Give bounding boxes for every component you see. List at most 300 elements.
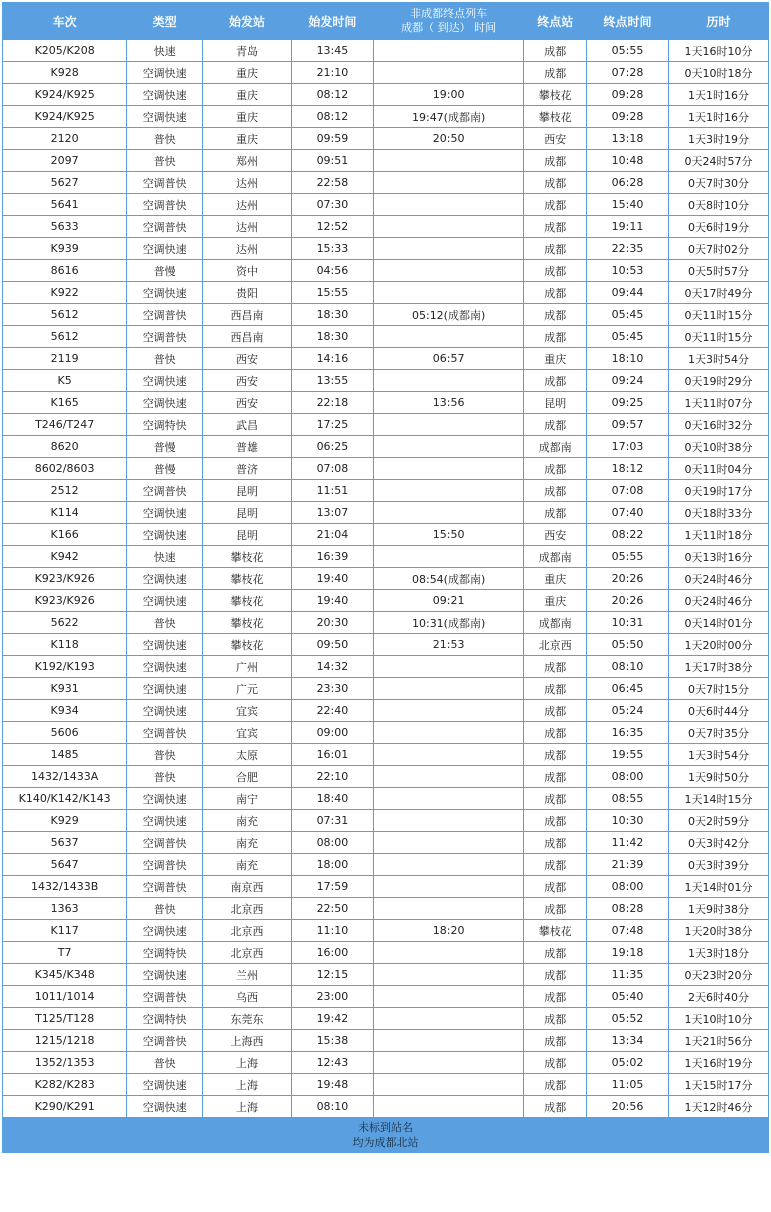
train-no-cell: 8616 [3,260,126,281]
origin-cell: 达州 [203,172,291,193]
table-row [3,414,768,435]
chengdu-arrival-cell [374,502,524,523]
duration-cell: 1天11时18分 [669,524,768,545]
duration-cell: 1天9时50分 [669,766,768,787]
chengdu-arrival-cell [374,678,524,699]
origin-cell: 上海 [203,1052,291,1073]
origin-cell: 西昌南 [203,304,291,325]
depart-time-cell: 15:55 [292,282,373,303]
chengdu-arrival-cell [374,1030,524,1051]
chengdu-arrival-cell [374,854,524,875]
type-cell: 空调快速 [127,84,202,105]
depart-time-cell: 08:12 [292,106,373,127]
arrive-time-cell: 19:11 [587,216,668,237]
arrive-time-cell: 18:12 [587,458,668,479]
type-cell: 空调快速 [127,920,202,941]
type-cell: 空调普快 [127,304,202,325]
duration-cell: 1天3时18分 [669,942,768,963]
arrive-time-cell: 09:24 [587,370,668,391]
arrive-time-cell: 13:34 [587,1030,668,1051]
origin-cell: 昆明 [203,524,291,545]
arrive-time-cell: 11:35 [587,964,668,985]
chengdu-arrival-cell [374,1074,524,1095]
arrive-time-cell: 09:25 [587,392,668,413]
duration-cell: 0天6时44分 [669,700,768,721]
arrive-time-cell: 09:44 [587,282,668,303]
type-cell: 快速 [127,546,202,567]
arrive-time-cell: 07:08 [587,480,668,501]
duration-cell: 0天3时42分 [669,832,768,853]
chengdu-arrival-cell [374,766,524,787]
terminal-cell: 成都 [524,414,586,435]
duration-cell: 1天21时56分 [669,1030,768,1051]
origin-cell: 重庆 [203,106,291,127]
table-row [3,238,768,259]
origin-cell: 广州 [203,656,291,677]
terminal-cell: 成都 [524,1096,586,1117]
type-cell: 空调快速 [127,700,202,721]
depart-time-cell: 13:45 [292,40,373,61]
chengdu-arrival-cell [374,40,524,61]
train-no-cell: 5641 [3,194,126,215]
table-row [3,62,768,83]
train-no-cell: 1432/1433B [3,876,126,897]
header-chengdu-arrival-line1: 非成都终点列车 [410,7,488,20]
chengdu-arrival-cell: 06:57 [374,348,524,369]
chengdu-arrival-cell [374,810,524,831]
table-row [3,128,768,149]
chengdu-arrival-cell: 05:12(成都南) [374,304,524,325]
depart-time-cell: 21:04 [292,524,373,545]
type-cell: 空调普快 [127,1030,202,1051]
arrive-time-cell: 18:10 [587,348,668,369]
origin-cell: 南宁 [203,788,291,809]
terminal-cell: 成都 [524,898,586,919]
depart-time-cell: 11:51 [292,480,373,501]
type-cell: 空调快速 [127,568,202,589]
arrive-time-cell: 05:45 [587,326,668,347]
table-body [3,40,768,1117]
origin-cell: 重庆 [203,84,291,105]
depart-time-cell: 20:30 [292,612,373,633]
type-cell: 空调普快 [127,832,202,853]
table-row [3,1008,768,1029]
depart-time-cell: 23:00 [292,986,373,1007]
train-no-cell: 8620 [3,436,126,457]
footer-note [3,1118,768,1152]
terminal-cell: 成都 [524,1052,586,1073]
depart-time-cell: 15:33 [292,238,373,259]
table-row [3,722,768,743]
type-cell: 空调快速 [127,788,202,809]
depart-time-cell: 17:25 [292,414,373,435]
arrive-time-cell: 07:48 [587,920,668,941]
depart-time-cell: 16:39 [292,546,373,567]
origin-cell: 攀枝花 [203,590,291,611]
duration-cell: 1天3时19分 [669,128,768,149]
chengdu-arrival-cell: 09:21 [374,590,524,611]
table-row [3,304,768,325]
arrive-time-cell: 05:45 [587,304,668,325]
origin-cell: 西安 [203,370,291,391]
table-row [3,1074,768,1095]
origin-cell: 南充 [203,854,291,875]
arrive-time-cell: 08:00 [587,766,668,787]
table-row [3,810,768,831]
table-row [3,194,768,215]
terminal-cell: 成都 [524,40,586,61]
origin-cell: 贵阳 [203,282,291,303]
table-row [3,678,768,699]
terminal-cell: 成都 [524,700,586,721]
chengdu-arrival-cell [374,260,524,281]
type-cell: 空调快速 [127,656,202,677]
table-row [3,370,768,391]
duration-cell: 0天2时59分 [669,810,768,831]
type-cell: 普快 [127,744,202,765]
origin-cell: 达州 [203,216,291,237]
header-train-no: 车次 [3,3,126,39]
origin-cell: 合肥 [203,766,291,787]
terminal-cell: 成都 [524,810,586,831]
origin-cell: 宜宾 [203,722,291,743]
origin-cell: 上海西 [203,1030,291,1051]
arrive-time-cell: 10:48 [587,150,668,171]
train-no-cell: K140/K142/K143 [3,788,126,809]
type-cell: 空调普快 [127,172,202,193]
table-row [3,788,768,809]
train-no-cell: K924/K925 [3,84,126,105]
origin-cell: 西昌南 [203,326,291,347]
train-no-cell: K934 [3,700,126,721]
depart-time-cell: 22:40 [292,700,373,721]
train-schedule-container [2,2,769,1153]
chengdu-arrival-cell [374,1096,524,1117]
depart-time-cell: 11:10 [292,920,373,941]
origin-cell: 攀枝花 [203,612,291,633]
chengdu-arrival-cell [374,722,524,743]
train-no-cell: K282/K283 [3,1074,126,1095]
type-cell: 空调快速 [127,106,202,127]
train-no-cell: K928 [3,62,126,83]
duration-cell: 1天16时19分 [669,1052,768,1073]
origin-cell: 宜宾 [203,700,291,721]
duration-cell: 1天20时38分 [669,920,768,941]
terminal-cell: 成都 [524,370,586,391]
table-row [3,480,768,501]
origin-cell: 上海 [203,1074,291,1095]
type-cell: 快速 [127,40,202,61]
arrive-time-cell: 08:55 [587,788,668,809]
chengdu-arrival-cell [374,150,524,171]
duration-cell: 0天6时19分 [669,216,768,237]
depart-time-cell: 22:10 [292,766,373,787]
chengdu-arrival-cell [374,480,524,501]
train-no-cell: 2120 [3,128,126,149]
type-cell: 空调普快 [127,986,202,1007]
depart-time-cell: 12:43 [292,1052,373,1073]
arrive-time-cell: 10:30 [587,810,668,831]
table-row [3,524,768,545]
table-row [3,634,768,655]
table-row [3,84,768,105]
terminal-cell: 成都 [524,744,586,765]
terminal-cell: 成都 [524,304,586,325]
terminal-cell: 成都南 [524,436,586,457]
train-no-cell: 1215/1218 [3,1030,126,1051]
terminal-cell: 成都 [524,722,586,743]
origin-cell: 重庆 [203,62,291,83]
arrive-time-cell: 06:45 [587,678,668,699]
terminal-cell: 昆明 [524,392,586,413]
type-cell: 空调特快 [127,1008,202,1029]
train-no-cell: K205/K208 [3,40,126,61]
duration-cell: 2天6时40分 [669,986,768,1007]
train-no-cell: K114 [3,502,126,523]
terminal-cell: 成都 [524,282,586,303]
arrive-time-cell: 21:39 [587,854,668,875]
train-no-cell: K942 [3,546,126,567]
depart-time-cell: 08:00 [292,832,373,853]
arrive-time-cell: 05:52 [587,1008,668,1029]
terminal-cell: 攀枝花 [524,106,586,127]
train-no-cell: 5612 [3,304,126,325]
terminal-cell: 成都 [524,832,586,853]
chengdu-arrival-cell [374,898,524,919]
chengdu-arrival-cell [374,1008,524,1029]
header-type: 类型 [127,3,202,39]
train-no-cell: K922 [3,282,126,303]
chengdu-arrival-cell [374,986,524,1007]
terminal-cell: 成都 [524,458,586,479]
arrive-time-cell: 07:28 [587,62,668,83]
depart-time-cell: 22:58 [292,172,373,193]
duration-cell: 0天24时46分 [669,590,768,611]
origin-cell: 攀枝花 [203,546,291,567]
depart-time-cell: 04:56 [292,260,373,281]
arrive-time-cell: 05:02 [587,1052,668,1073]
type-cell: 空调普快 [127,194,202,215]
type-cell: 空调快速 [127,238,202,259]
duration-cell: 1天14时01分 [669,876,768,897]
duration-cell: 0天11时15分 [669,326,768,347]
chengdu-arrival-cell [374,744,524,765]
chengdu-arrival-cell [374,832,524,853]
depart-time-cell: 22:50 [292,898,373,919]
train-no-cell: 5647 [3,854,126,875]
depart-time-cell: 16:01 [292,744,373,765]
chengdu-arrival-cell [374,1052,524,1073]
duration-cell: 0天19时17分 [669,480,768,501]
arrive-time-cell: 08:22 [587,524,668,545]
table-row [3,216,768,237]
terminal-cell: 成都 [524,1008,586,1029]
terminal-cell: 成都 [524,502,586,523]
train-no-cell: 1011/1014 [3,986,126,1007]
depart-time-cell: 18:30 [292,304,373,325]
chengdu-arrival-cell [374,458,524,479]
depart-time-cell: 19:40 [292,568,373,589]
duration-cell: 0天24时57分 [669,150,768,171]
type-cell: 普快 [127,348,202,369]
duration-cell: 0天18时33分 [669,502,768,523]
header-arrive-time: 终点时间 [587,3,668,39]
origin-cell: 西安 [203,348,291,369]
duration-cell: 1天3时54分 [669,348,768,369]
footer-note-line1: 未标到站名 [358,1121,413,1134]
arrive-time-cell: 09:57 [587,414,668,435]
origin-cell: 北京西 [203,898,291,919]
arrive-time-cell: 13:18 [587,128,668,149]
depart-time-cell: 19:40 [292,590,373,611]
table-row [3,986,768,1007]
type-cell: 空调快速 [127,1096,202,1117]
terminal-cell: 成都南 [524,612,586,633]
train-no-cell: 5612 [3,326,126,347]
terminal-cell: 成都 [524,656,586,677]
terminal-cell: 成都 [524,1030,586,1051]
table-row [3,590,768,611]
arrive-time-cell: 05:40 [587,986,668,1007]
duration-cell: 1天15时17分 [669,1074,768,1095]
chengdu-arrival-cell [374,172,524,193]
arrive-time-cell: 20:26 [587,590,668,611]
depart-time-cell: 12:52 [292,216,373,237]
origin-cell: 郑州 [203,150,291,171]
depart-time-cell: 23:30 [292,678,373,699]
train-no-cell: K923/K926 [3,568,126,589]
type-cell: 空调快速 [127,502,202,523]
depart-time-cell: 08:12 [292,84,373,105]
table-row [3,546,768,567]
depart-time-cell: 22:18 [292,392,373,413]
train-no-cell: 1352/1353 [3,1052,126,1073]
origin-cell: 攀枝花 [203,634,291,655]
table-row [3,568,768,589]
duration-cell: 1天10时10分 [669,1008,768,1029]
train-no-cell: T125/T128 [3,1008,126,1029]
arrive-time-cell: 05:55 [587,40,668,61]
type-cell: 普快 [127,128,202,149]
arrive-time-cell: 05:24 [587,700,668,721]
train-no-cell: K166 [3,524,126,545]
origin-cell: 昆明 [203,480,291,501]
chengdu-arrival-cell [374,282,524,303]
type-cell: 空调普快 [127,854,202,875]
arrive-time-cell: 08:28 [587,898,668,919]
train-no-cell: 1363 [3,898,126,919]
table-row [3,40,768,61]
duration-cell: 0天5时57分 [669,260,768,281]
duration-cell: 0天7时15分 [669,678,768,699]
table-row [3,920,768,941]
duration-cell: 0天13时16分 [669,546,768,567]
type-cell: 空调快速 [127,392,202,413]
train-no-cell: 5606 [3,722,126,743]
duration-cell: 1天11时07分 [669,392,768,413]
depart-time-cell: 07:30 [292,194,373,215]
depart-time-cell: 12:15 [292,964,373,985]
chengdu-arrival-cell [374,942,524,963]
depart-time-cell: 17:59 [292,876,373,897]
chengdu-arrival-cell: 08:54(成都南) [374,568,524,589]
train-no-cell: K923/K926 [3,590,126,611]
origin-cell: 广元 [203,678,291,699]
terminal-cell: 成都 [524,986,586,1007]
origin-cell: 青岛 [203,40,291,61]
depart-time-cell: 18:40 [292,788,373,809]
terminal-cell: 成都 [524,678,586,699]
chengdu-arrival-cell [374,876,524,897]
duration-cell: 0天24时46分 [669,568,768,589]
type-cell: 空调快速 [127,678,202,699]
terminal-cell: 成都 [524,172,586,193]
terminal-cell: 成都 [524,766,586,787]
chengdu-arrival-cell: 10:31(成都南) [374,612,524,633]
table-row [3,458,768,479]
origin-cell: 武昌 [203,414,291,435]
type-cell: 空调普快 [127,326,202,347]
depart-time-cell: 14:16 [292,348,373,369]
terminal-cell: 重庆 [524,348,586,369]
terminal-cell: 攀枝花 [524,84,586,105]
type-cell: 普快 [127,612,202,633]
duration-cell: 0天17时49分 [669,282,768,303]
chengdu-arrival-cell [374,414,524,435]
duration-cell: 0天11时15分 [669,304,768,325]
header-terminal: 终点站 [524,3,586,39]
type-cell: 空调普快 [127,722,202,743]
chengdu-arrival-cell: 15:50 [374,524,524,545]
train-no-cell: 1485 [3,744,126,765]
table-row [3,348,768,369]
chengdu-arrival-cell [374,216,524,237]
train-no-cell: 2119 [3,348,126,369]
duration-cell: 1天9时38分 [669,898,768,919]
table-row [3,942,768,963]
terminal-cell: 成都 [524,62,586,83]
arrive-time-cell: 19:18 [587,942,668,963]
arrive-time-cell: 10:31 [587,612,668,633]
arrive-time-cell: 16:35 [587,722,668,743]
arrive-time-cell: 11:42 [587,832,668,853]
header-depart-time: 始发时间 [292,3,373,39]
chengdu-arrival-cell [374,788,524,809]
type-cell: 空调普快 [127,216,202,237]
terminal-cell: 成都 [524,238,586,259]
duration-cell: 0天7时02分 [669,238,768,259]
type-cell: 空调普快 [127,480,202,501]
terminal-cell: 重庆 [524,568,586,589]
train-no-cell: T246/T247 [3,414,126,435]
table-row [3,744,768,765]
arrive-time-cell: 15:40 [587,194,668,215]
depart-time-cell: 13:07 [292,502,373,523]
chengdu-arrival-cell [374,370,524,391]
train-no-cell: K929 [3,810,126,831]
duration-cell: 0天7时35分 [669,722,768,743]
type-cell: 空调快速 [127,634,202,655]
origin-cell: 南充 [203,832,291,853]
type-cell: 普慢 [127,260,202,281]
terminal-cell: 北京西 [524,634,586,655]
chengdu-arrival-cell [374,964,524,985]
type-cell: 普快 [127,1052,202,1073]
train-no-cell: 1432/1433A [3,766,126,787]
type-cell: 普慢 [127,436,202,457]
arrive-time-cell: 05:50 [587,634,668,655]
chengdu-arrival-cell [374,62,524,83]
